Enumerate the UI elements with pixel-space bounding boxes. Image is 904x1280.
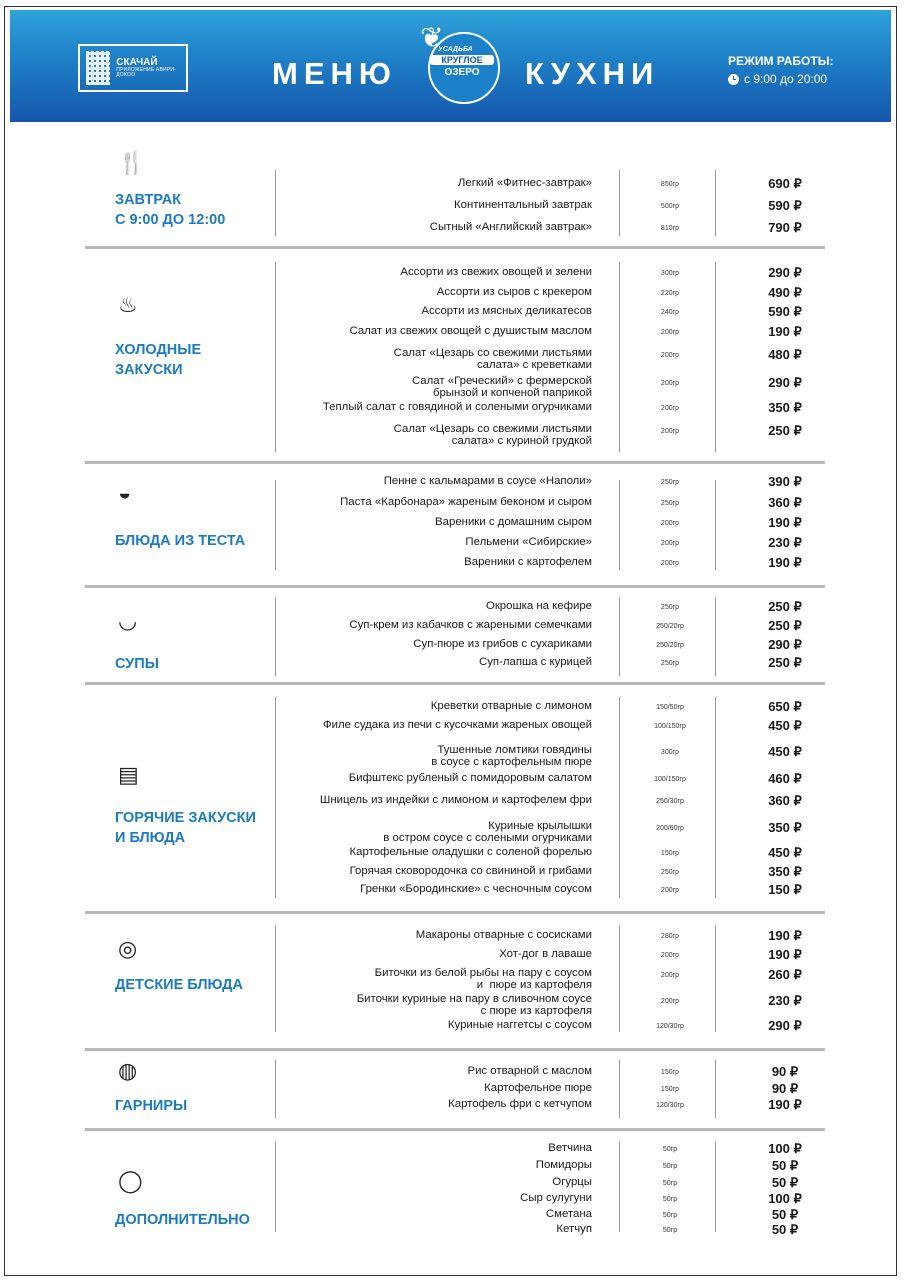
item-weight: 850гр bbox=[660, 181, 680, 188]
section-title: СУПЫ bbox=[115, 656, 159, 672]
section-title: ХОЛОДНЫЕ ЗАКУСКИ bbox=[115, 342, 202, 378]
column-divider bbox=[715, 1060, 716, 1118]
item-name: Креветки отварные с лимоном bbox=[430, 700, 592, 712]
grapes-icon: ❦ bbox=[420, 22, 444, 53]
item-name: Биточки куриные на пару в сливочном соусе с пюре из картофеля bbox=[356, 993, 592, 1017]
section-separator bbox=[85, 911, 825, 914]
item-weight: 50гр bbox=[662, 1146, 678, 1153]
item-price: 50 ₽ bbox=[771, 1222, 799, 1237]
column-divider bbox=[715, 170, 716, 236]
kids-plate-icon: ◎ bbox=[118, 936, 138, 961]
column-divider bbox=[619, 480, 620, 570]
item-price: 190 ₽ bbox=[768, 515, 802, 530]
soup-bowl-icon: ◡ bbox=[118, 608, 138, 633]
item-name: Салат «Цезарь со свежими листьями салата» с куриной грудкой bbox=[393, 423, 592, 447]
column-divider bbox=[619, 597, 620, 676]
section-title: ГАРНИРЫ bbox=[115, 1098, 188, 1114]
item-weight: 250/30гр bbox=[656, 798, 684, 805]
item-weight: 200/60гр bbox=[656, 825, 684, 832]
item-price: 290 ₽ bbox=[768, 375, 802, 390]
column-divider bbox=[619, 262, 620, 452]
column-divider bbox=[619, 925, 620, 1032]
section-title: ЗАВТРАК С 9:00 ДО 12:00 bbox=[115, 192, 226, 228]
dumplings-icon: ◒ bbox=[118, 480, 132, 505]
title-right: КУХНИ bbox=[525, 56, 660, 91]
item-price: 690 ₽ bbox=[768, 176, 802, 191]
item-price: 590 ₽ bbox=[768, 304, 802, 319]
item-name: Континентальный завтрак bbox=[454, 199, 592, 211]
item-weight: 50гр bbox=[662, 1212, 678, 1219]
item-name: Пенне с кальмарами в соусе «Наполи» bbox=[383, 475, 592, 487]
item-weight: 250гр bbox=[660, 479, 680, 486]
section-title: ДЕТСКИЕ БЛЮДА bbox=[115, 977, 243, 993]
item-price: 50 ₽ bbox=[771, 1158, 799, 1173]
item-name: Биточки из белой рыбы на пару с соусом и пюре из картофеля bbox=[374, 967, 592, 991]
item-price: 350 ₽ bbox=[768, 400, 802, 415]
item-weight: 200гр bbox=[660, 352, 680, 359]
logo-name-2: ОЗЕРО bbox=[444, 67, 480, 78]
item-price: 250 ₽ bbox=[768, 423, 802, 438]
item-name: Сыр сулугуни bbox=[520, 1192, 592, 1204]
item-price: 250 ₽ bbox=[768, 599, 802, 614]
item-weight: 200гр bbox=[660, 887, 680, 894]
column-divider bbox=[715, 597, 716, 676]
column-divider bbox=[715, 925, 716, 1032]
column-divider bbox=[275, 597, 276, 676]
item-weight: 150/50гр bbox=[656, 704, 684, 711]
item-name: Шницель из индейки с лимоном и картофелем фри bbox=[319, 794, 592, 806]
column-divider bbox=[715, 1141, 716, 1232]
extras-plate-icon: ◯ bbox=[118, 1168, 143, 1193]
logo-top-text: УСАДЬБА bbox=[438, 46, 473, 53]
menu-header bbox=[10, 10, 891, 122]
section-title: ДОПОЛНИТЕЛЬНО bbox=[115, 1212, 250, 1228]
item-name: Кетчуп bbox=[556, 1223, 592, 1235]
item-price: 100 ₽ bbox=[768, 1141, 802, 1156]
section-separator bbox=[85, 682, 825, 685]
item-weight: 240гр bbox=[660, 309, 680, 316]
item-name: Сытный «Английский завтрак» bbox=[429, 221, 592, 233]
item-name: Филе судака из печи с кусочками жареных овощей bbox=[322, 719, 592, 731]
item-weight: 120/30гр bbox=[656, 1102, 684, 1109]
column-divider bbox=[275, 1141, 276, 1232]
item-weight: 150гр bbox=[660, 850, 680, 857]
item-price: 290 ₽ bbox=[768, 637, 802, 652]
item-price: 190 ₽ bbox=[768, 324, 802, 339]
item-price: 150 ₽ bbox=[768, 882, 802, 897]
item-name: Ассорти из свежих овощей и зелени bbox=[400, 266, 592, 278]
item-price: 190 ₽ bbox=[768, 555, 802, 570]
item-name: Куриные крылышки в остром соусе с солеными огурчиками bbox=[383, 820, 592, 844]
item-price: 450 ₽ bbox=[768, 845, 802, 860]
item-name: Теплый салат с говядиной и солеными огурчиками bbox=[322, 401, 592, 413]
column-divider bbox=[715, 697, 716, 898]
item-weight: 100/150гр bbox=[654, 723, 686, 730]
item-price: 100 ₽ bbox=[768, 1191, 802, 1206]
item-price: 350 ₽ bbox=[768, 864, 802, 879]
column-divider bbox=[275, 1060, 276, 1118]
item-name: Огурцы bbox=[552, 1176, 592, 1188]
item-name: Окрошка на кефире bbox=[485, 600, 592, 612]
item-price: 490 ₽ bbox=[768, 285, 802, 300]
item-name: Ветчина bbox=[548, 1142, 592, 1154]
section-separator bbox=[85, 1048, 825, 1051]
item-weight: 200гр bbox=[660, 560, 680, 567]
item-price: 190 ₽ bbox=[768, 928, 802, 943]
qr-code-icon bbox=[86, 51, 110, 85]
item-price: 90 ₽ bbox=[771, 1081, 799, 1096]
item-weight: 500гр bbox=[660, 203, 680, 210]
item-weight: 200гр bbox=[660, 428, 680, 435]
item-weight: 200гр bbox=[660, 952, 680, 959]
item-price: 360 ₽ bbox=[768, 495, 802, 510]
item-weight: 200гр bbox=[660, 520, 680, 527]
title-left: МЕНЮ bbox=[272, 56, 397, 91]
item-weight: 250гр bbox=[660, 660, 680, 667]
item-name: Хот-дог в лаваше bbox=[499, 948, 592, 960]
item-name: Легкий «Фитнес-завтрак» bbox=[457, 177, 592, 189]
item-weight: 150гр bbox=[660, 1069, 680, 1076]
item-weight: 200гр bbox=[660, 380, 680, 387]
side-dish-icon: ◍ bbox=[118, 1058, 138, 1083]
item-name: Суп-крем из кабачков с жареными семечками bbox=[349, 619, 592, 631]
item-name: Тушенные ломтики говядины в соусе с картофельным пюре bbox=[431, 744, 592, 768]
item-weight: 100/150гр bbox=[654, 776, 686, 783]
section-separator bbox=[85, 461, 825, 464]
item-weight: 200гр bbox=[660, 540, 680, 547]
item-price: 650 ₽ bbox=[768, 699, 802, 714]
column-divider bbox=[275, 697, 276, 898]
item-name: Суп-пюре из грибов с сухариками bbox=[413, 638, 592, 650]
cutlery-icon: 🍴 bbox=[118, 150, 146, 175]
item-name: Ассорти из мясных деликатесов bbox=[421, 305, 592, 317]
item-weight: 200гр bbox=[660, 329, 680, 336]
item-name: Салат «Цезарь со свежими листьями салата» с креветками bbox=[393, 347, 592, 371]
pot-icon: ♨ bbox=[118, 292, 138, 317]
item-weight: 50гр bbox=[662, 1227, 678, 1234]
item-name: Помидоры bbox=[535, 1159, 592, 1171]
item-name: Ассорти из сыров с крекером bbox=[436, 286, 592, 298]
item-price: 360 ₽ bbox=[768, 793, 802, 808]
column-divider bbox=[275, 480, 276, 570]
item-weight: 810гр bbox=[660, 225, 680, 232]
section-separator bbox=[85, 1128, 825, 1131]
item-name: Картофельные оладушки с соленой форелью bbox=[349, 846, 592, 858]
item-weight: 250/20гр bbox=[656, 642, 684, 649]
column-divider bbox=[619, 1060, 620, 1118]
column-divider bbox=[619, 170, 620, 236]
item-name: Вареники с картофелем bbox=[464, 556, 592, 568]
item-price: 450 ₽ bbox=[768, 718, 802, 733]
item-weight: 120/30гр bbox=[656, 1023, 684, 1030]
item-weight: 250гр bbox=[660, 869, 680, 876]
item-weight: 200гр bbox=[660, 998, 680, 1005]
item-price: 50 ₽ bbox=[771, 1175, 799, 1190]
item-weight: 250гр bbox=[660, 500, 680, 507]
item-price: 190 ₽ bbox=[768, 947, 802, 962]
logo-name-1: КРУГЛОЕ bbox=[430, 55, 494, 65]
qr-title: СКАЧАЙ bbox=[116, 57, 158, 68]
column-divider bbox=[619, 1141, 620, 1232]
item-price: 450 ₽ bbox=[768, 744, 802, 759]
item-weight: 50гр bbox=[662, 1163, 678, 1170]
item-price: 90 ₽ bbox=[771, 1064, 799, 1079]
item-name: Вареники с домашним сыром bbox=[435, 516, 592, 528]
item-name: Бифштекс рубленый с помидоровым салатом bbox=[348, 772, 592, 784]
item-name: Рис отварной с маслом bbox=[467, 1065, 592, 1077]
item-weight: 50гр bbox=[662, 1180, 678, 1187]
item-name: Салат «Греческий» с фермерской брынзой и копченой паприкой bbox=[411, 375, 592, 399]
clock-icon bbox=[728, 74, 739, 85]
column-divider bbox=[275, 925, 276, 1032]
item-price: 790 ₽ bbox=[768, 220, 802, 235]
item-name: Макароны отварные с сосисками bbox=[415, 929, 592, 941]
column-divider bbox=[275, 262, 276, 452]
item-name: Пельмени «Сибирские» bbox=[465, 536, 592, 548]
item-name: Паста «Карбонара» жареным беконом и сыром bbox=[340, 496, 592, 508]
item-weight: 300гр bbox=[660, 270, 680, 277]
item-price: 230 ₽ bbox=[768, 993, 802, 1008]
section-title: БЛЮДА ИЗ ТЕСТА bbox=[115, 533, 246, 549]
item-weight: 220гр bbox=[660, 290, 680, 297]
item-price: 460 ₽ bbox=[768, 771, 802, 786]
item-name: Салат из свежих овощей с душистым маслом bbox=[349, 325, 592, 337]
column-divider bbox=[619, 697, 620, 898]
item-weight: 250гр bbox=[660, 604, 680, 611]
item-price: 250 ₽ bbox=[768, 618, 802, 633]
item-price: 50 ₽ bbox=[771, 1207, 799, 1222]
item-price: 230 ₽ bbox=[768, 535, 802, 550]
item-weight: 50гр bbox=[662, 1196, 678, 1203]
item-name: Картофельное пюре bbox=[484, 1082, 592, 1094]
item-name: Куриные наггетсы с соусом bbox=[447, 1019, 592, 1031]
qr-subtitle: ПРИЛОЖЕНИЕ АВИРИ-ДОКОО bbox=[116, 67, 177, 78]
item-weight: 200гр bbox=[660, 972, 680, 979]
item-price: 350 ₽ bbox=[768, 820, 802, 835]
hot-dish-icon: ▤ bbox=[118, 762, 139, 787]
item-weight: 280гр bbox=[660, 933, 680, 940]
item-price: 250 ₽ bbox=[768, 655, 802, 670]
item-price: 390 ₽ bbox=[768, 474, 802, 489]
item-name: Картофель фри с кетчупом bbox=[448, 1098, 592, 1110]
restaurant-logo bbox=[420, 24, 504, 104]
section-separator bbox=[85, 246, 825, 249]
item-name: Сметана bbox=[545, 1208, 592, 1220]
column-divider bbox=[715, 262, 716, 452]
hours-time: с 9:00 до 20:00 bbox=[744, 72, 828, 86]
app-download-badge[interactable] bbox=[78, 44, 188, 92]
item-weight: 300гр bbox=[660, 749, 680, 756]
section-separator bbox=[85, 585, 825, 588]
column-divider bbox=[715, 480, 716, 570]
item-price: 290 ₽ bbox=[768, 1018, 802, 1033]
column-divider bbox=[275, 170, 276, 236]
hours-title: РЕЖИМ РАБОТЫ: bbox=[728, 54, 834, 68]
item-price: 290 ₽ bbox=[768, 265, 802, 280]
item-weight: 200гр bbox=[660, 405, 680, 412]
item-weight: 150гр bbox=[660, 1086, 680, 1093]
item-price: 590 ₽ bbox=[768, 198, 802, 213]
item-price: 190 ₽ bbox=[768, 1097, 802, 1112]
item-name: Суп-лапша с курицей bbox=[479, 656, 592, 668]
item-price: 260 ₽ bbox=[768, 967, 802, 982]
item-name: Горячая сковородочка со свининой и грибами bbox=[349, 865, 592, 877]
item-name: Гренки «Бородинские» с чесночным соусом bbox=[360, 883, 592, 895]
item-price: 480 ₽ bbox=[768, 347, 802, 362]
opening-hours bbox=[728, 54, 833, 86]
item-weight: 250/20гр bbox=[656, 623, 684, 630]
section-title: ГОРЯЧИЕ ЗАКУСКИ И БЛЮДА bbox=[115, 810, 256, 846]
